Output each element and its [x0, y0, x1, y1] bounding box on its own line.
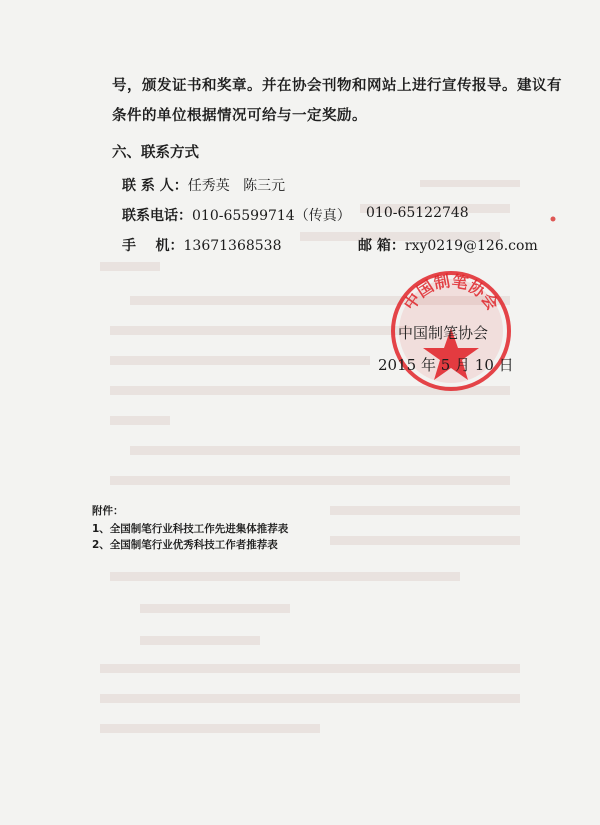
attachments-title: 附件：: [92, 505, 124, 517]
signature-organization: 中国制笔协会: [398, 324, 489, 342]
contact-phone2: 010-65122748: [366, 205, 469, 221]
signature-date: 2015 年 5 月 10 日: [378, 356, 514, 374]
attachment-item-1: 1、全国制笔行业科技工作先进集体推荐表: [92, 523, 289, 535]
contact-mobile-row: [122, 235, 281, 255]
contact-person-row: [122, 175, 285, 195]
contact-phone-fax: 010-65599714（传真）: [192, 208, 351, 224]
red-ink-mark: [548, 214, 558, 224]
paragraph-line-1: 号，颁发证书和奖章。并在协会刊物和网站上进行宣传报导。建议有: [112, 77, 562, 94]
contact-email-row: [358, 235, 538, 255]
seal-text: 中国制笔协会: [399, 271, 503, 314]
contact-mobile-label: 手 机：: [122, 238, 184, 254]
contact-phone-row: [122, 205, 351, 225]
attachment-item-2: 2、全国制笔行业优秀科技工作者推荐表: [92, 539, 278, 551]
contact-mobile-number: 13671368538: [183, 238, 282, 254]
paragraph-line-2: 条件的单位根据情况可给与一定奖励。: [112, 107, 367, 124]
contact-person-label: 联 系 人：: [122, 178, 188, 194]
contact-phone-label: 联系电话：: [122, 208, 192, 224]
contact-person-names: 任秀英 陈三元: [187, 178, 286, 194]
contact-email-label: 邮 箱：: [358, 238, 405, 254]
section-heading-contact: 六、联系方式: [112, 144, 199, 161]
contact-email-address: rxy0219@126.com: [404, 238, 538, 254]
